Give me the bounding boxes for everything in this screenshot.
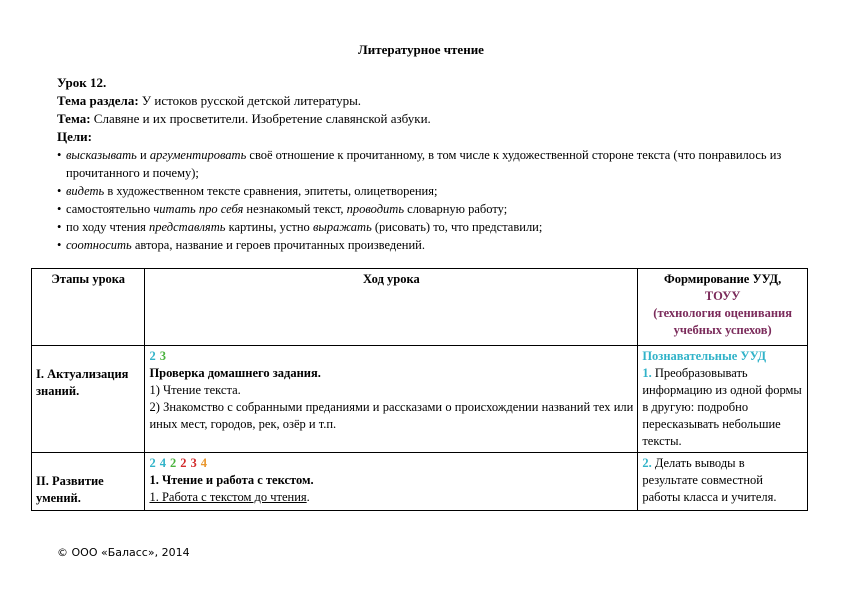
score-numbers: 2 4 2 2 3 4: [149, 456, 207, 470]
goals-list: [57, 146, 797, 254]
goal-item: • по ходу чтения представлять картины, устно выражать (рисовать) то, что представили;: [57, 218, 797, 236]
copyright-footer: © ООО «Баласс», 2014: [57, 546, 190, 559]
topic-line: [57, 110, 797, 128]
goals-label: Цели:: [57, 129, 92, 144]
header-uud: Формирование УУД, ТОУУ (технология оценивания учебных успехов): [638, 269, 808, 346]
uud-cell: 2. Делать выводы в результате совместной работы класса и учителя.: [638, 453, 808, 511]
stage-cell: II. Развитие умений.: [32, 453, 145, 511]
table-row: [32, 346, 808, 453]
topic-value: Славяне и их просветители. Изобретение славянской азбуки.: [93, 111, 431, 126]
table-row: [32, 453, 808, 511]
stage-cell: I. Актуализация знаний.: [32, 346, 145, 453]
lesson-table: [31, 268, 808, 511]
header-stages: Этапы урока: [32, 269, 145, 346]
document-title: Литературное чтение: [358, 42, 484, 57]
goal-item: • самостоятельно читать про себя незнакомый текст, проводить словарную работу;: [57, 200, 797, 218]
header-course: Ход урока: [145, 269, 638, 346]
table-header-row: [32, 269, 808, 346]
section-label: Тема раздела:: [57, 93, 139, 108]
section-line: [57, 92, 797, 110]
course-cell: 2 4 2 2 3 4 1. Чтение и работа с текстом. 1. Работа с текстом до чтения.: [145, 453, 638, 511]
goal-item: • высказывать и аргументировать своё отношение к прочитанному, в том числе к художественной стороне текста (что понравилось из прочитанного и почему);: [57, 146, 797, 182]
score-numbers: 2 3: [149, 349, 166, 363]
topic-label: Тема:: [57, 111, 91, 126]
section-value: У истоков русской детской литературы.: [141, 93, 362, 108]
lesson-intro: [57, 74, 797, 254]
goal-item: • видеть в художественном тексте сравнения, эпитеты, олицетворения;: [57, 182, 797, 200]
goal-item: • соотносить автора, название и героев прочитанных произведений.: [57, 236, 797, 254]
lesson-number: Урок 12.: [57, 75, 107, 90]
uud-cell: Познавательные УУД 1. Преобразовывать информацию из одной формы в другую: подробно пересказывать небольшие тексты.: [638, 346, 808, 453]
course-cell: 2 3 Проверка домашнего задания. 1) Чтение текста. 2) Знакомство с собранными преданиями и рассказами о происхождении названий тех или иных мест, городов, рек, озёр и т.п.: [145, 346, 638, 453]
